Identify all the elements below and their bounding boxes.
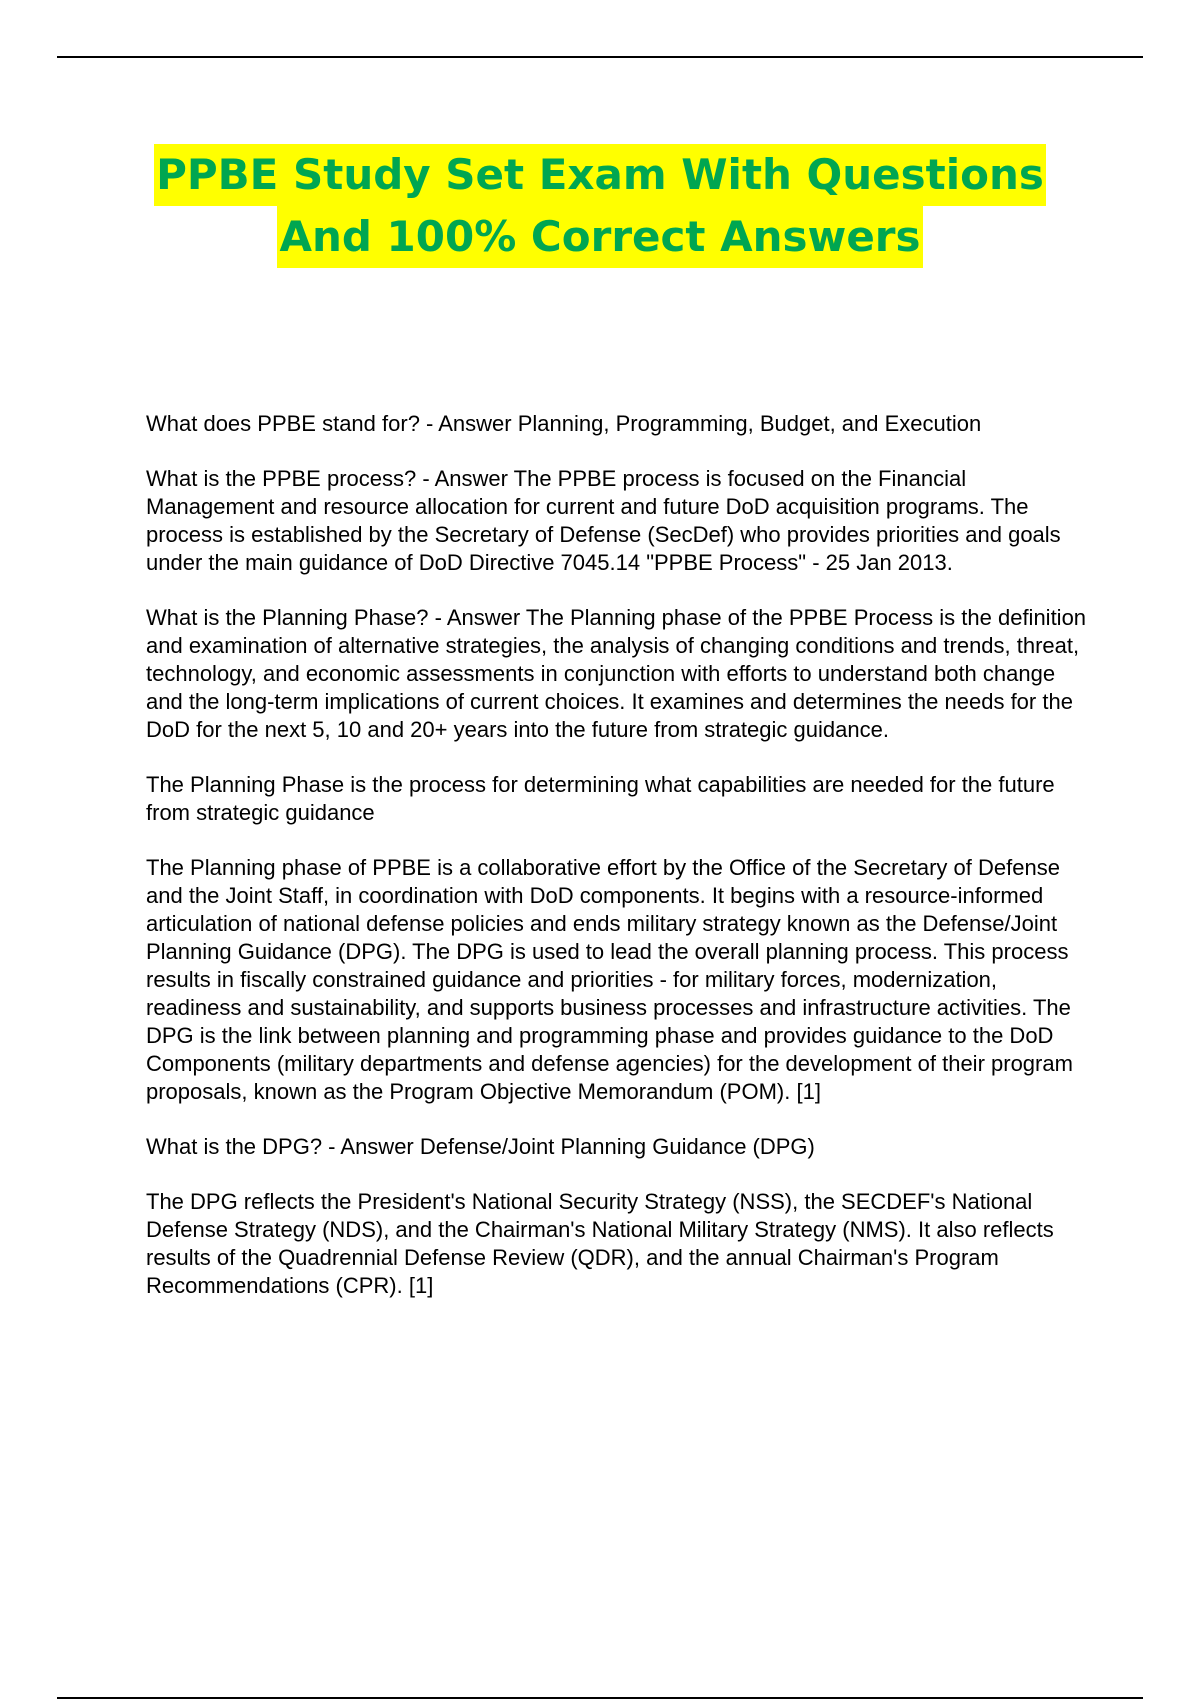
- document-body: [146, 410, 1090, 1327]
- title-line-1: PPBE Study Set Exam With Questions: [154, 144, 1046, 206]
- title-line-2: And 100% Correct Answers: [277, 206, 922, 268]
- bottom-rule: [57, 1697, 1143, 1699]
- paragraph-planning-summary: The Planning Phase is the process for determining what capabilities are needed for the future from strategic guidance: [146, 772, 1055, 825]
- document-title: [0, 144, 1200, 268]
- top-rule: [57, 56, 1143, 58]
- paragraph-dpg-reflects: The DPG reflects the President's National Security Strategy (NSS), the SECDEF's National Defense Strategy (NDS), and the Chairman's National Military Strategy (NMS). It also reflects results of the Quadrennial Defense Review (QDR), and the annual Chairman's Program Recommendations (CPR). [1]: [146, 1189, 1054, 1298]
- paragraph-planning-collaboration: The Planning phase of PPBE is a collaborative effort by the Office of the Secretary of Defense and the Joint Staff, in coordination with DoD components. It begins with a resource-informed articulation of national defense policies and ends military strategy known as the Defense/Joint Planning Guidance (DPG). The DPG is used to lead the overall planning process. This process results in fiscally constrained guidance and priorities - for military forces, modernization, readiness and sustainability, and supports business processes and infrastructure activities. The DPG is the link between planning and programming phase and provides guidance to the DoD Components (military departments and defense agencies) for the development of their program proposals, known as the Program Objective Memorandum (POM). [1]: [146, 855, 1073, 1104]
- paragraph-dpg-question: What is the DPG? - Answer Defense/Joint Planning Guidance (DPG): [146, 1134, 815, 1159]
- paragraph-planning-phase: What is the Planning Phase? - Answer The Planning phase of the PPBE Process is the definition and examination of alternative strategies, the analysis of changing conditions and trends, threat, technology, and economic assessments in conjunction with efforts to understand both change and the long-term implications of current choices. It examines and determines the needs for the DoD for the next 5, 10 and 20+ years into the future from strategic guidance.: [146, 605, 1087, 742]
- paragraph-ppbe-definition: What does PPBE stand for? - Answer Planning, Programming, Budget, and Execution: [146, 411, 982, 436]
- paragraph-ppbe-process: What is the PPBE process? - Answer The PPBE process is focused on the Financial Management and resource allocation for current and future DoD acquisition programs. The process is established by the Secretary of Defense (SecDef) who provides priorities and goals under the main guidance of DoD Directive 7045.14 "PPBE Process" - 25 Jan 2013.: [146, 466, 1061, 575]
